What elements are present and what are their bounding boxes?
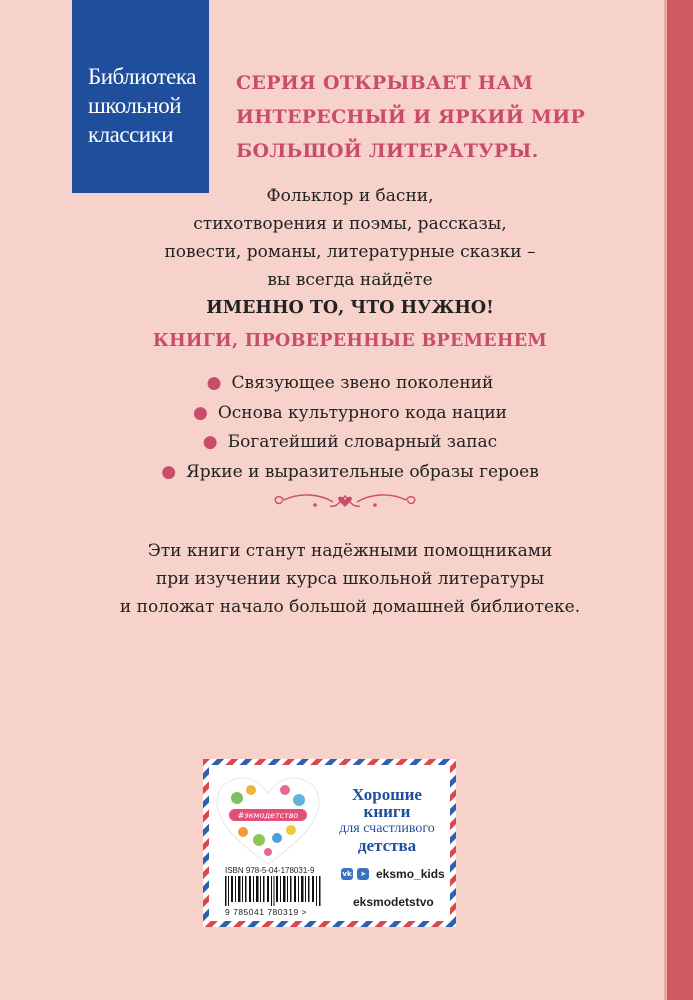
closing-line: и положат начало большой домашней библиотеке. xyxy=(119,597,581,617)
book-spine xyxy=(667,0,693,1000)
publisher-card xyxy=(203,759,456,927)
site-link[interactable]: eksmodetstvo xyxy=(353,895,434,909)
slogan-line: для счастливого xyxy=(339,821,435,836)
bullet-item xyxy=(90,458,610,488)
intro-emphasis: ИМЕННО ТО, ЧТО НУЖНО! xyxy=(206,298,494,318)
closing-paragraph xyxy=(80,537,620,621)
slogan-line: книги xyxy=(363,802,411,821)
headline-line: СЕРИЯ ОТКРЫВАЕТ НАМ xyxy=(236,72,534,94)
bullet-item xyxy=(90,369,610,399)
bullet-text: Связующее звено поколений xyxy=(231,373,494,393)
series-badge xyxy=(72,0,209,193)
heart-logo-icon xyxy=(215,776,321,868)
social-row xyxy=(341,867,445,881)
headline-line: БОЛЬШОЙ ЛИТЕРАТУРЫ. xyxy=(236,140,539,162)
bullet-dot-icon: ● xyxy=(161,461,177,482)
bullet-list xyxy=(90,369,610,487)
isbn-text: ISBN 978-5-04-178031-9 xyxy=(225,866,315,875)
bullet-text: Яркие и выразительные образы героев xyxy=(186,461,539,482)
barcode-icon xyxy=(225,876,325,906)
slogan-line: Хорошие xyxy=(352,785,422,804)
headline-line: ИНТЕРЕСНЫЙ И ЯРКИЙ МИР xyxy=(236,106,586,128)
bullet-item xyxy=(90,399,610,429)
bullet-dot-icon: ● xyxy=(193,402,208,423)
vk-icon[interactable]: vk xyxy=(342,870,352,878)
series-badge-line: Библиотека xyxy=(88,64,196,89)
bullet-text: Богатейший словарный запас xyxy=(227,432,498,452)
intro-line: повести, романы, литературные сказки – xyxy=(164,242,536,262)
closing-line: при изучении курса школьной литературы xyxy=(155,569,545,589)
intro-line: вы всегда найдёте xyxy=(267,270,433,290)
slogan xyxy=(331,786,443,854)
closing-line: Эти книги станут надёжными помощниками xyxy=(147,541,553,561)
series-badge-line: классики xyxy=(88,122,174,147)
slogan-line: детства xyxy=(357,836,417,855)
bullet-dot-icon: ● xyxy=(202,432,218,452)
barcode-number: 9 785041 780319 > xyxy=(225,907,308,917)
telegram-icon[interactable]: ➤ xyxy=(357,868,369,880)
bullet-item xyxy=(90,428,610,458)
headline xyxy=(236,66,636,168)
series-badge-line: школьной xyxy=(88,93,181,118)
subheading: КНИГИ, ПРОВЕРЕННЫЕ ВРЕМЕНЕМ xyxy=(152,331,548,351)
bullet-dot-icon: ● xyxy=(206,373,222,393)
flourish-ornament-icon xyxy=(270,488,420,514)
intro-paragraph xyxy=(140,182,560,322)
social-handle[interactable]: eksmo_kids xyxy=(376,867,445,881)
intro-line: стихотворения и поэмы, рассказы, xyxy=(193,214,507,234)
bullet-text: Основа культурного кода нации xyxy=(217,402,507,423)
hashtag-text: #экмодетство xyxy=(237,811,299,820)
intro-line: Фольклор и басни, xyxy=(266,186,434,206)
